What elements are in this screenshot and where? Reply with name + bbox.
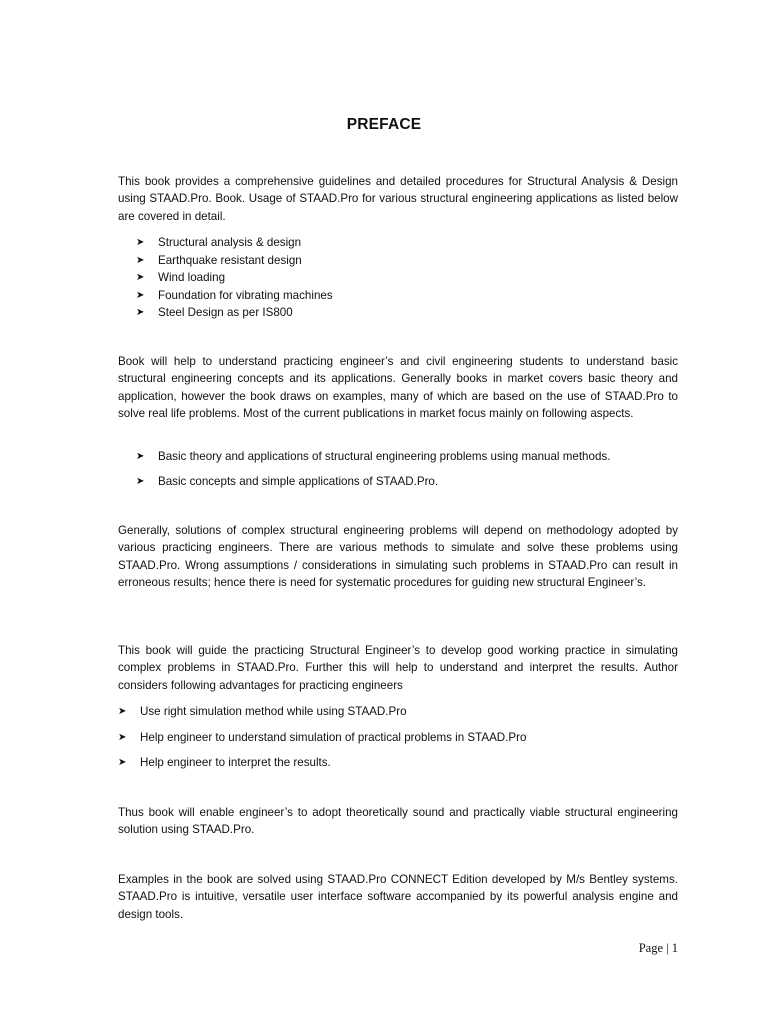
focus-aspects-list: [136, 448, 610, 498]
page-number: Page | 1: [638, 941, 678, 955]
purpose-paragraph: Book will help to understand practicing engineer’s and civil engineering students to understand basic structural engineering concepts and its applications. Generally books in market covers basic theory and application, however the book draws on examples, many of which are based on the use of STAAD.Pro to solve real life problems. Most of the current publications in market focus mainly on following aspects.: [118, 355, 678, 420]
arrowhead-bullet-icon: ➤: [136, 307, 145, 318]
page-title: PREFACE: [346, 116, 422, 133]
list-item: ➤ Help engineer to understand simulation of practical problems in STAAD.Pro: [118, 729, 526, 755]
advantages-list: [118, 703, 526, 780]
arrowhead-bullet-icon: ➤: [136, 254, 145, 266]
topics-list: [136, 234, 333, 322]
list-item: ➤ Use right simulation method while using STAAD.Pro: [118, 703, 526, 729]
arrowhead-bullet-icon: ➤: [136, 289, 145, 301]
arrowhead-bullet-icon: ➤: [136, 451, 145, 462]
list-item: ➤ Structural analysis & design: [136, 234, 333, 252]
arrowhead-bullet-icon: ➤: [136, 476, 145, 487]
methodology-paragraph: Generally, solutions of complex structural engineering problems will depend on methodology adopted by various practicing engineers. There are various methods to simulate and solve these problems using STAAD.Pro. Wrong assumptions / considerations in simulating such problems in STAAD.Pro can result in erroneous results; hence there is need for systematic procedures for guiding new structural Engineer’s.: [118, 524, 678, 589]
list-item: ➤ Steel Design as per IS800: [136, 304, 333, 322]
arrowhead-bullet-icon: ➤: [136, 272, 145, 283]
arrowhead-bullet-icon: ➤: [118, 706, 127, 717]
software-paragraph: Examples in the book are solved using STAAD.Pro CONNECT Edition developed by M/s Bentley systems. STAAD.Pro is intuitive, versatile user interface software accompanied by its powerful analysis engine and design tools.: [118, 873, 678, 921]
list-item: ➤ Help engineer to interpret the results.: [118, 754, 526, 780]
list-item: ➤ Earthquake resistant design: [136, 252, 333, 270]
intro-paragraph: This book provides a comprehensive guidelines and detailed procedures for Structural Analysis & Design using STAAD.Pro. Book. Usage of STAAD.Pro for various structural engineering applications as listed below are covered in detail.: [118, 175, 678, 223]
arrowhead-bullet-icon: ➤: [118, 731, 127, 743]
list-item: ➤ Wind loading: [136, 269, 333, 287]
arrowhead-bullet-icon: ➤: [136, 237, 145, 248]
list-item: ➤ Basic theory and applications of structural engineering problems using manual methods.: [136, 448, 610, 473]
conclusion-paragraph: Thus book will enable engineer’s to adopt theoretically sound and practically viable structural engineering solution using STAAD.Pro.: [118, 806, 678, 837]
list-item: ➤ Basic concepts and simple applications of STAAD.Pro.: [136, 473, 610, 498]
list-item: ➤ Foundation for vibrating machines: [136, 287, 333, 305]
guidance-paragraph: This book will guide the practicing Structural Engineer’s to develop good working practice in simulating complex problems in STAAD.Pro. Further this will help to understand and interpret the results. Author considers following advantages for practicing engineers: [118, 644, 678, 692]
arrowhead-bullet-icon: ➤: [118, 757, 127, 768]
